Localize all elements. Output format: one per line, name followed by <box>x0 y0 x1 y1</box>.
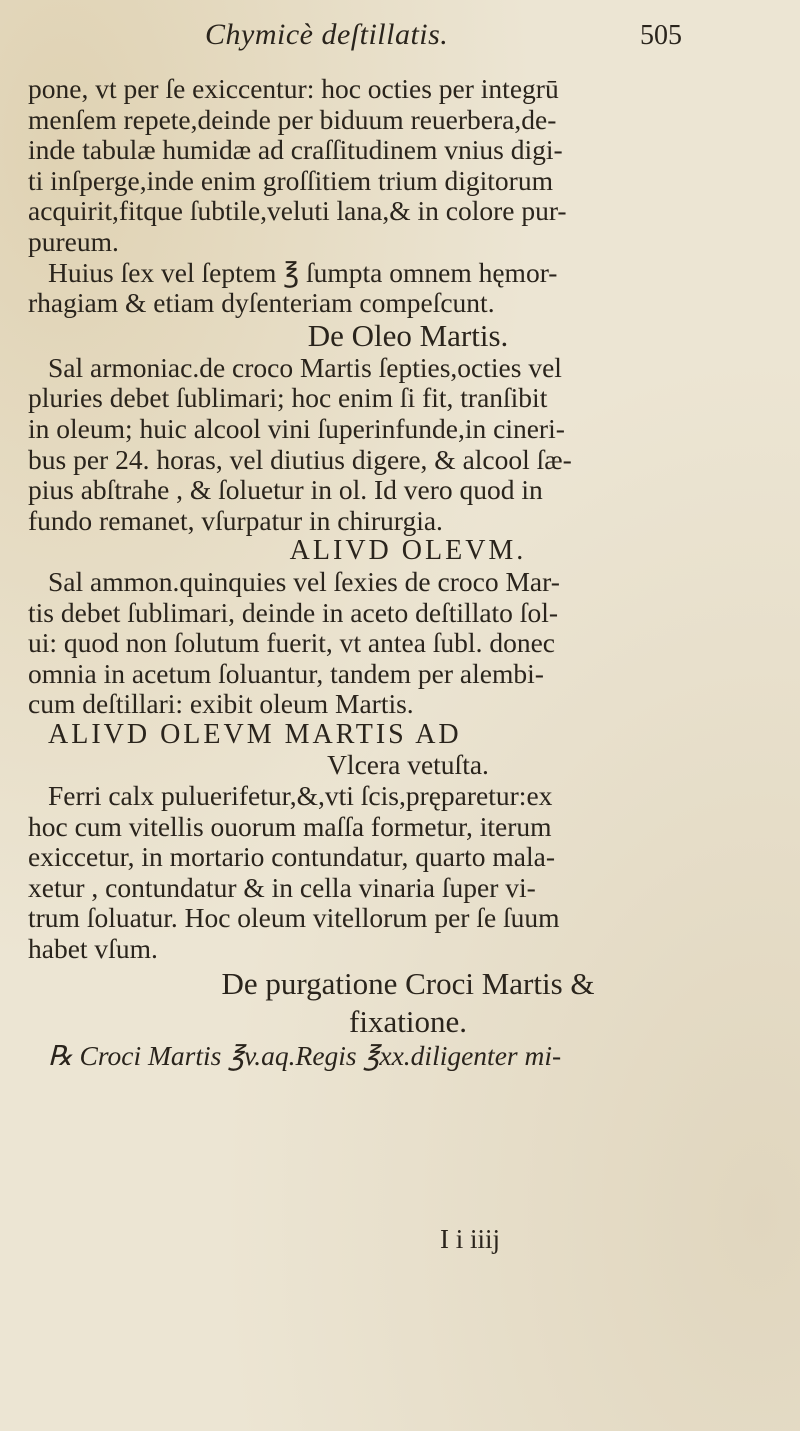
text-line: in oleum; huic alcool vini ſuperinfunde,in cineri- <box>28 412 565 444</box>
running-title: Chymicè deſtillatis. <box>205 18 449 51</box>
text-line: xetur , contundatur & in cella vinaria ſuper vi- <box>28 871 536 903</box>
text-line: tis debet ſublimari, deinde in aceto deſtillato ſol- <box>28 596 558 628</box>
text-line: ti inſperge,inde enim groſſitiem trium digitorum <box>28 164 553 196</box>
recipe-line: ℞ Croci Martis ℥v.aq.Regis ℥xx.diligenter mi- <box>48 1039 562 1071</box>
text-line: trum ſoluatur. Hoc oleum vitellorum per ſe ſuum <box>28 902 560 934</box>
text-line: pone, vt per ſe exiccentur: hoc octies per integrū <box>28 73 559 104</box>
text-line: cum deſtillari: exibit oleum Martis. <box>28 688 414 720</box>
text-line: pius abſtrahe , & ſoluetur in ol. Id vero quod in <box>28 474 543 506</box>
section-heading: ALIVD OLEVM MARTIS AD <box>48 718 462 750</box>
text-line: Ferri calx puluerifetur,&,vti ſcis,pręparetur:ex <box>48 780 553 812</box>
text-line: omnia in acetum ſoluantur, tandem per alembi- <box>28 657 544 689</box>
section-heading-continued: fixatione. <box>349 1003 467 1039</box>
text-line: inde tabulæ humidæ ad craſſitudinem vnius digi- <box>28 134 563 166</box>
text-line: pluries debet ſublimari; hoc enim ſi fit, tranſibit <box>28 382 548 414</box>
signature-mark: I i iiij <box>440 1224 500 1254</box>
text-line: exiccetur, in mortario contundatur, quarto mala- <box>28 841 555 873</box>
section-heading: De Oleo Martis. <box>307 317 509 353</box>
text-line: Sal ammon.quinquies vel ſexies de croco Mar- <box>48 565 560 597</box>
text-line: habet vſum. <box>28 933 158 965</box>
text-line: ui: quod non ſolutum fuerit, vt antea ſubl. donec <box>28 627 555 659</box>
section-heading: De purgatione Croci Martis & <box>221 965 595 1001</box>
text-line: fundo remanet, vſurpatur in chirurgia. <box>28 504 443 536</box>
section-heading-continued: Vlcera vetuſta. <box>327 749 489 781</box>
page-header <box>0 18 800 68</box>
text-line: Huius ſex vel ſeptem ℥ ſumpta omnem hęmor- <box>48 256 558 288</box>
section-heading: ALIVD OLEVM. <box>289 535 527 567</box>
text-line: Sal armoniac.de croco Martis ſepties,octies vel <box>48 351 562 383</box>
page-number: 505 <box>640 20 682 51</box>
body-text <box>28 74 788 1071</box>
text-line: bus per 24. horas, vel diutius digere, & alcool ſæ- <box>28 443 572 475</box>
text-line: hoc cum vitellis ouorum maſſa formetur, iterum <box>28 810 552 842</box>
text-line: pureum. <box>28 225 119 257</box>
text-line: menſem repete,deinde per biduum reuerbera,de- <box>28 103 557 135</box>
text-line: rhagiam & etiam dyſenteriam compeſcunt. <box>28 287 495 319</box>
text-line: acquirit,fitque ſubtile,veluti lana,& in colore pur- <box>28 195 567 227</box>
